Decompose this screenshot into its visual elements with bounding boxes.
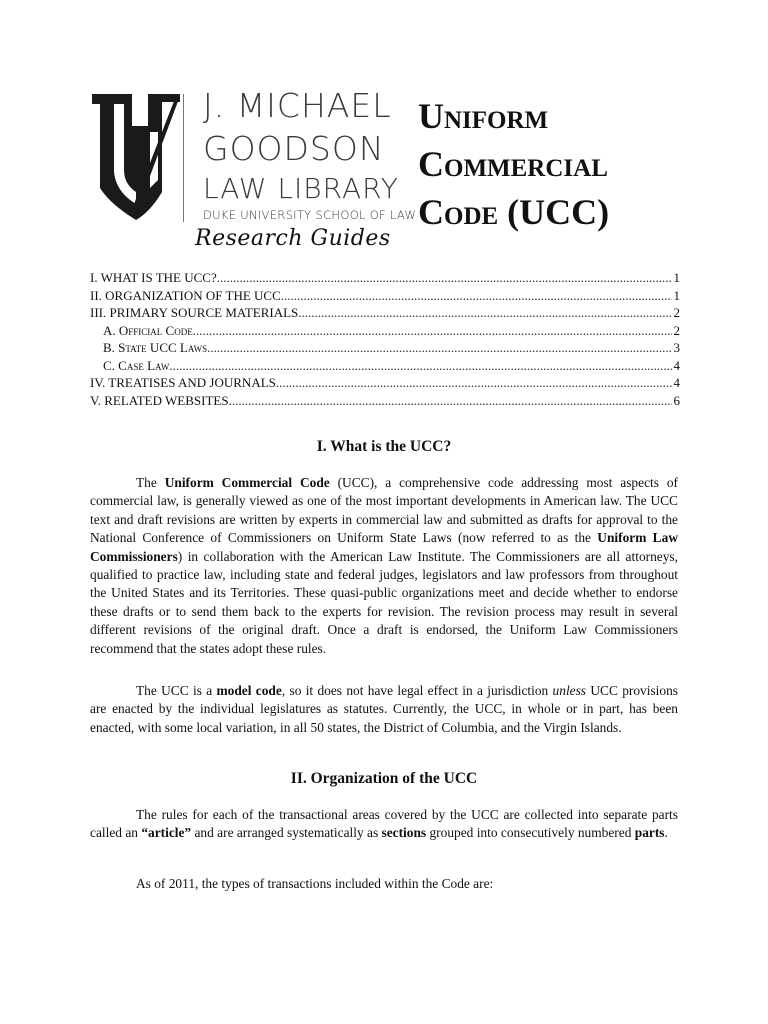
document-title xyxy=(418,92,718,236)
section-1-paragraph-1 xyxy=(90,474,678,658)
text-run: and are arranged systematically as xyxy=(191,825,382,841)
toc-leader xyxy=(298,305,671,321)
text-run: grouped into consecutively numbered xyxy=(426,825,635,841)
section-1-heading: I. What is the UCC? xyxy=(316,438,452,455)
text-run: The xyxy=(136,475,165,490)
toc-page-number: 4 xyxy=(673,375,680,390)
logo-line-2: GOODSON xyxy=(203,129,385,168)
toc-leader xyxy=(217,270,672,286)
table-of-contents xyxy=(90,270,680,410)
title-line-3: Code (UCC) xyxy=(418,192,610,232)
text-run: ) in collaboration with the American Law Institute. The Commissioners are all attorneys, qualified to practice law, including state and federal judges, legislators and law professors from throughout the United States and its Territories. These quasi-public organizations meet and decide whether to endorse these drafts or to send them back to the experts for revision. The revision process may result in several different revisions of the original draft. Once a draft is endorsed, the Uniform Law Commissioners recommend that the states adopt these rules. xyxy=(90,548,678,656)
toc-label: B. State UCC Laws xyxy=(103,340,208,355)
toc-leader xyxy=(281,288,672,304)
term-uniform-law-commissioners: Uniform Law Commissioners xyxy=(90,530,678,564)
toc-item[interactable] xyxy=(90,393,680,411)
logo-line-4: DUKE UNIVERSITY SCHOOL OF LAW xyxy=(203,208,417,222)
toc-subitem[interactable] xyxy=(90,340,680,358)
toc-page-number: 2 xyxy=(673,322,680,338)
logo-line-3: LAW LIBRARY xyxy=(203,172,399,205)
shield-emblem-icon xyxy=(90,92,182,222)
toc-page-number: 6 xyxy=(673,392,680,408)
term-sections: sections xyxy=(381,825,427,841)
toc-item[interactable] xyxy=(90,305,680,323)
toc-page-number: 2 xyxy=(673,305,680,320)
toc-label: I. WHAT IS THE UCC? xyxy=(90,270,217,285)
term-article: “article” xyxy=(141,825,192,841)
toc-label: IV. TREATISES AND JOURNALS xyxy=(90,375,276,390)
section-2-paragraph-2: As of 2011, the types of transactions included within the Code are: xyxy=(136,876,494,891)
text-run: (UCC), a comprehensive code addressing most aspects of commercial law, is generally viewed as one of the most important developments in American law. The UCC text and draft revisions are written by experts in commercial law and submitted as drafts for approval to the National Conference of Commissioners on Uniform State Laws (now referred to as the xyxy=(90,475,678,546)
toc-label: C. Case Law xyxy=(103,357,170,373)
toc-leader xyxy=(169,358,671,374)
toc-label: V. RELATED WEBSITES xyxy=(90,392,229,408)
toc-subitem[interactable] xyxy=(90,358,680,376)
toc-leader xyxy=(229,393,672,409)
toc-subitem[interactable] xyxy=(90,323,680,341)
toc-label: A. Official Code xyxy=(103,322,193,338)
toc-leader xyxy=(207,340,671,356)
term-parts: parts xyxy=(634,825,665,841)
term-ucc: Uniform Commercial Code xyxy=(164,475,330,490)
text-run: . xyxy=(664,825,668,841)
toc-page-number: 1 xyxy=(673,287,680,303)
toc-page-number: 3 xyxy=(673,340,680,355)
toc-item[interactable] xyxy=(90,270,680,288)
toc-item[interactable] xyxy=(90,288,680,306)
title-line-1: Uniform xyxy=(418,96,549,136)
toc-leader xyxy=(193,323,672,339)
title-line-2: Commercial xyxy=(418,144,608,184)
section-2-paragraph-1 xyxy=(90,806,678,843)
library-logo xyxy=(90,86,417,255)
toc-label: III. PRIMARY SOURCE MATERIALS xyxy=(90,305,299,320)
toc-page-number: 4 xyxy=(673,357,680,373)
toc-page-number: 1 xyxy=(673,270,680,285)
toc-label: II. ORGANIZATION OF THE UCC xyxy=(90,287,281,303)
research-guides-label: Research Guides xyxy=(195,226,391,251)
text-run: , so it does not have legal effect in a jurisdiction xyxy=(281,683,553,698)
section-2-heading: II. Organization of the UCC xyxy=(290,770,478,787)
text-run: The UCC is a xyxy=(136,683,217,698)
term-unless: unless xyxy=(552,683,587,698)
toc-leader xyxy=(276,375,672,391)
term-model-code: model code xyxy=(216,683,282,698)
logo-line-1: J. MICHAEL xyxy=(203,86,392,125)
logo-divider xyxy=(183,94,184,222)
section-1-paragraph-2 xyxy=(90,682,678,737)
text-run: UCC provisions are enacted by the individual legislatures as statutes. Currently, the UCC, in whole or in part, has been enacted, with some local variation, in all 50 states, the District of Columbia, and the Virgin Islands. xyxy=(90,683,678,735)
text-run: The rules for each of the transactional areas covered by the UCC are collected into separate parts called an xyxy=(90,807,678,841)
toc-item[interactable] xyxy=(90,375,680,393)
